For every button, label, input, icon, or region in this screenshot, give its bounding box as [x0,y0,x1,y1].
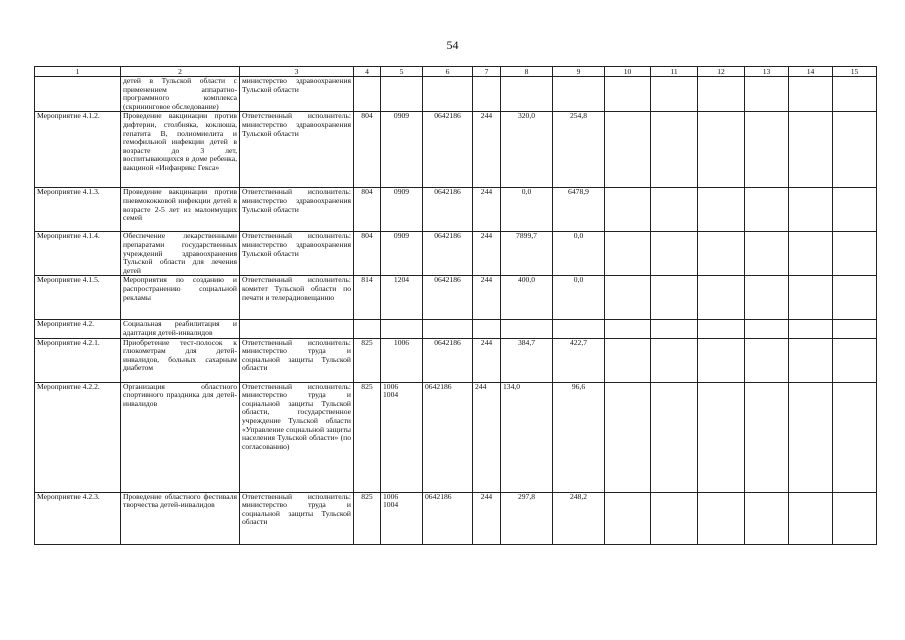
section-code: 1006 1004 [381,492,423,544]
expense-type: 244 [473,276,501,320]
measure-executor: Ответственный исполнитель: комитет Тульской области по печати и телерадиовещанию [240,276,354,320]
section-code: 1006 [381,338,423,382]
table-row [35,338,877,382]
budget-code [354,77,381,112]
expense-type: 244 [473,492,501,544]
empty-cell [651,77,698,112]
measure-description: Проведение областного фестиваля творчества детей-инвалидов [121,492,240,544]
column-header: 2 [121,67,240,77]
column-header: 13 [745,67,789,77]
empty-cell [833,338,877,382]
column-header: 4 [354,67,381,77]
program-table [34,66,877,545]
section-code: 1006 1004 [381,382,423,492]
empty-cell [745,320,789,338]
empty-cell [651,232,698,276]
empty-cell [698,382,745,492]
empty-cell [789,77,833,112]
empty-cell [605,382,651,492]
empty-cell [605,77,651,112]
target-article: 0642186 [423,492,473,544]
empty-cell [698,276,745,320]
empty-cell [651,320,698,338]
amount-1: 0,0 [501,188,553,232]
page-number: 54 [446,38,459,52]
expense-type: 244 [473,232,501,276]
target-article: 0642186 [423,276,473,320]
section-code: 0909 [381,232,423,276]
column-header: 3 [240,67,354,77]
empty-cell [501,320,553,338]
column-number-row [35,67,877,77]
amount-2: 0,0 [553,276,605,320]
measure-code: Мероприятие 4.1.5. [35,276,121,320]
table-row [35,276,877,320]
empty-cell [745,232,789,276]
empty-cell [240,320,354,338]
budget-code: 804 [354,188,381,232]
empty-cell [698,112,745,188]
table-row [35,188,877,232]
empty-cell [833,112,877,188]
amount-1 [501,77,553,112]
empty-cell [789,492,833,544]
target-article: 0642186 [423,382,473,492]
measure-description: Проведение вакцинации против дифтерии, столбняка, коклюша, гепатита В, полиомиелита и гемофильной инфекции детей в возрасте до 3 лет, воспитывающихся в доме ребенка, вакциной «Инфанрикс Гекса» [121,112,240,188]
target-article: 0642186 [423,338,473,382]
expense-type: 244 [473,382,501,492]
empty-cell [745,77,789,112]
empty-cell [698,232,745,276]
amount-2: 248,2 [553,492,605,544]
budget-code: 804 [354,232,381,276]
measure-executor: министерство здравоохранения Тульской области [240,77,354,112]
empty-cell [605,232,651,276]
empty-cell [605,492,651,544]
column-header: 12 [698,67,745,77]
table-row-section [35,320,877,338]
measure-code: Мероприятие 4.1.4. [35,232,121,276]
measure-description: Организация областного спортивного праздника для детей-инвалидов [121,382,240,492]
empty-cell [651,276,698,320]
section-code: 1204 [381,276,423,320]
empty-cell [651,188,698,232]
section-code-cell: Мероприятие 4.2. [35,320,121,338]
measure-code: Мероприятие 4.1.2. [35,112,121,188]
target-article: 0642186 [423,188,473,232]
target-article: 0642186 [423,232,473,276]
measure-code: Мероприятие 4.2.2. [35,382,121,492]
section-code [381,77,423,112]
amount-1: 384,7 [501,338,553,382]
empty-cell [605,338,651,382]
measure-code: Мероприятие 4.2.1. [35,338,121,382]
target-article: 0642186 [423,112,473,188]
empty-cell [651,492,698,544]
empty-cell [553,320,605,338]
budget-code: 825 [354,338,381,382]
empty-cell [789,338,833,382]
section-code: 0909 [381,188,423,232]
column-header: 10 [605,67,651,77]
empty-cell [833,77,877,112]
table-row [35,232,877,276]
empty-cell [651,382,698,492]
empty-cell [698,338,745,382]
empty-cell [605,320,651,338]
measure-code [35,77,121,112]
empty-cell [789,276,833,320]
empty-cell [789,188,833,232]
empty-cell [698,492,745,544]
amount-2: 422,7 [553,338,605,382]
column-header: 5 [381,67,423,77]
measure-description: Обеспечение лекарственными препаратами государственных учреждений здравоохранения Тульской области для лечения детей [121,232,240,276]
measure-description: Приобретение тест-полосок к глюкометрам для детей-инвалидов, больных сахарным диабетом [121,338,240,382]
measure-executor: Ответственный исполнитель: министерство здравоохранения Тульской области [240,232,354,276]
amount-2: 96,6 [553,382,605,492]
expense-type: 244 [473,338,501,382]
empty-cell [605,188,651,232]
empty-cell [833,492,877,544]
measure-code: Мероприятие 4.1.3. [35,188,121,232]
amount-1: 7899,7 [501,232,553,276]
empty-cell [789,112,833,188]
column-header: 15 [833,67,877,77]
empty-cell [833,382,877,492]
column-header: 1 [35,67,121,77]
empty-cell [789,382,833,492]
amount-2: 254,8 [553,112,605,188]
empty-cell [789,232,833,276]
column-header: 8 [501,67,553,77]
empty-cell [651,112,698,188]
column-header: 9 [553,67,605,77]
empty-cell [605,276,651,320]
empty-cell [833,188,877,232]
section-title: Социальная реабилитация и адаптация детей-инвалидов [121,320,240,338]
empty-cell [423,320,473,338]
column-header: 6 [423,67,473,77]
empty-cell [833,320,877,338]
measure-description: детей в Тульской области с применением аппаратно-программного комплекса (скрининговое обследование) [121,77,240,112]
measure-executor: Ответственный исполнитель: министерство здравоохранения Тульской области [240,188,354,232]
measure-executor: Ответственный исполнитель: министерство труда и социальной защиты Тульской области [240,338,354,382]
amount-1: 134,0 [501,382,553,492]
amount-2 [553,77,605,112]
empty-cell [745,338,789,382]
empty-cell [745,492,789,544]
empty-cell [473,320,501,338]
amount-1: 400,0 [501,276,553,320]
empty-cell [745,112,789,188]
expense-type: 244 [473,188,501,232]
empty-cell [833,232,877,276]
amount-1: 297,8 [501,492,553,544]
column-header: 14 [789,67,833,77]
column-header: 11 [651,67,698,77]
table-row [35,382,877,492]
empty-cell [745,276,789,320]
empty-cell [789,320,833,338]
budget-code: 814 [354,276,381,320]
measure-code: Мероприятие 4.2.3. [35,492,121,544]
empty-cell [605,112,651,188]
column-header: 7 [473,67,501,77]
measure-executor: Ответственный исполнитель: министерство труда и социальной защиты Тульской области, государственное учреждение Тульской области «Управление социальной защиты населения Тульской области» (по согласованию) [240,382,354,492]
empty-cell [698,77,745,112]
amount-2: 0,0 [553,232,605,276]
empty-cell [698,320,745,338]
table-row [35,77,877,112]
expense-type: 244 [473,112,501,188]
measure-description: Проведение вакцинации против пневмококковой инфекции детей в возрасте 2-5 лет из малоимущих семей [121,188,240,232]
empty-cell [381,320,423,338]
expense-type [473,77,501,112]
amount-1: 320,0 [501,112,553,188]
measure-executor: Ответственный исполнитель: министерство здравоохранения Тульской области [240,112,354,188]
table-row [35,112,877,188]
table-body [35,77,877,545]
table-row [35,492,877,544]
target-article [423,77,473,112]
amount-2: 6478,9 [553,188,605,232]
section-code: 0909 [381,112,423,188]
budget-code: 804 [354,112,381,188]
budget-code: 825 [354,382,381,492]
measure-description: Мероприятия по созданию и распространению социальной рекламы [121,276,240,320]
empty-cell [745,382,789,492]
measure-executor: Ответственный исполнитель: министерство труда и социальной защиты Тульской области [240,492,354,544]
empty-cell [354,320,381,338]
empty-cell [651,338,698,382]
budget-code: 825 [354,492,381,544]
empty-cell [833,276,877,320]
empty-cell [698,188,745,232]
empty-cell [745,188,789,232]
